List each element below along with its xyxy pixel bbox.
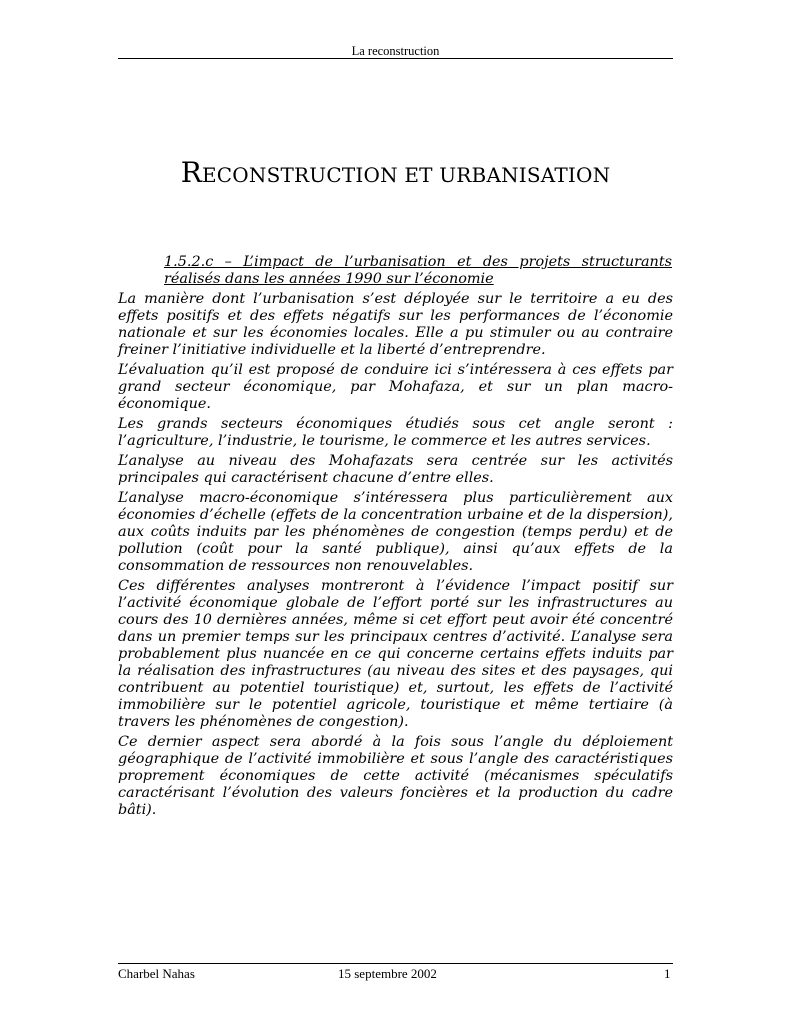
paragraph: L’analyse au niveau des Mohafazats sera centrée sur les activités principales qui caractérisent chacune d’entre elles.: [118, 453, 673, 486]
page-title-initial: R: [180, 156, 202, 189]
page-title: [118, 158, 673, 191]
paragraph: Ce dernier aspect sera abordé à la fois sous l’angle du déploiement géographique de l’activité immobilière et sous l’angle des caractéristiques proprement économiques de cette activité (mécanismes spéculatifs caractérisant l’évolution des valeurs foncières et la production du cadre bâti).: [118, 734, 673, 818]
footer-author: Charbel Nahas: [118, 966, 195, 981]
page-number: 1: [664, 966, 671, 981]
paragraph: L’évaluation qu’il est proposé de conduire ici s’intéressera à ces effets par grand secteur économique, par Mohafaza, et sur un plan macro-économique.: [118, 362, 673, 412]
paragraph: L’analyse macro-économique s’intéressera plus particulièrement aux économies d’échelle (effets de la concentration urbaine et de la dispersion), aux coûts induits par les phénomènes de congestion (temps perdu) et de pollution (coût pour la santé publique), ainsi qu’aux effets de la consommation de ressources non renouvelables.: [118, 490, 673, 574]
paragraph: Les grands secteurs économiques étudiés sous cet angle seront : l’agriculture, l’industrie, le tourisme, le commerce et les autres services.: [118, 416, 673, 449]
paragraph: La manière dont l’urbanisation s’est déployée sur le territoire a eu des effets positifs et des effets négatifs sur les performances de l’économie nationale et sur les économies locales. Elle a pu stimuler ou au contraire freiner l’initiative individuelle et la liberté d’entreprendre.: [118, 291, 673, 358]
section-heading: 1.5.2.c – L’impact de l’urbanisation et des projets structurants réalisés dans les années 1990 sur l’économie: [164, 254, 672, 287]
body-text: [118, 291, 673, 822]
footer-rule: [118, 963, 673, 964]
running-header: La reconstruction: [351, 44, 440, 58]
footer-date: 15 septembre 2002: [338, 966, 437, 981]
header-rule: [118, 58, 673, 59]
paragraph: Ces différentes analyses montreront à l’évidence l’impact positif sur l’activité économique globale de l’effort porté sur les infrastructures au cours des 10 dernières années, même si cet effort peut avoir été concentré dans un premier temps sur les principaux centres d’activité. L’analyse sera probablement plus nuancée en ce qui concerne certains effets induits par la réalisation des infrastructures (au niveau des sites et des paysages, qui contribuent au potentiel touristique) et, surtout, les effets de l’activité immobilière sur le potentiel agricole, touristique et même tertiaire (à travers les phénomènes de congestion).: [118, 578, 673, 730]
page-title-rest: ECONSTRUCTION ET URBANISATION: [202, 163, 611, 187]
